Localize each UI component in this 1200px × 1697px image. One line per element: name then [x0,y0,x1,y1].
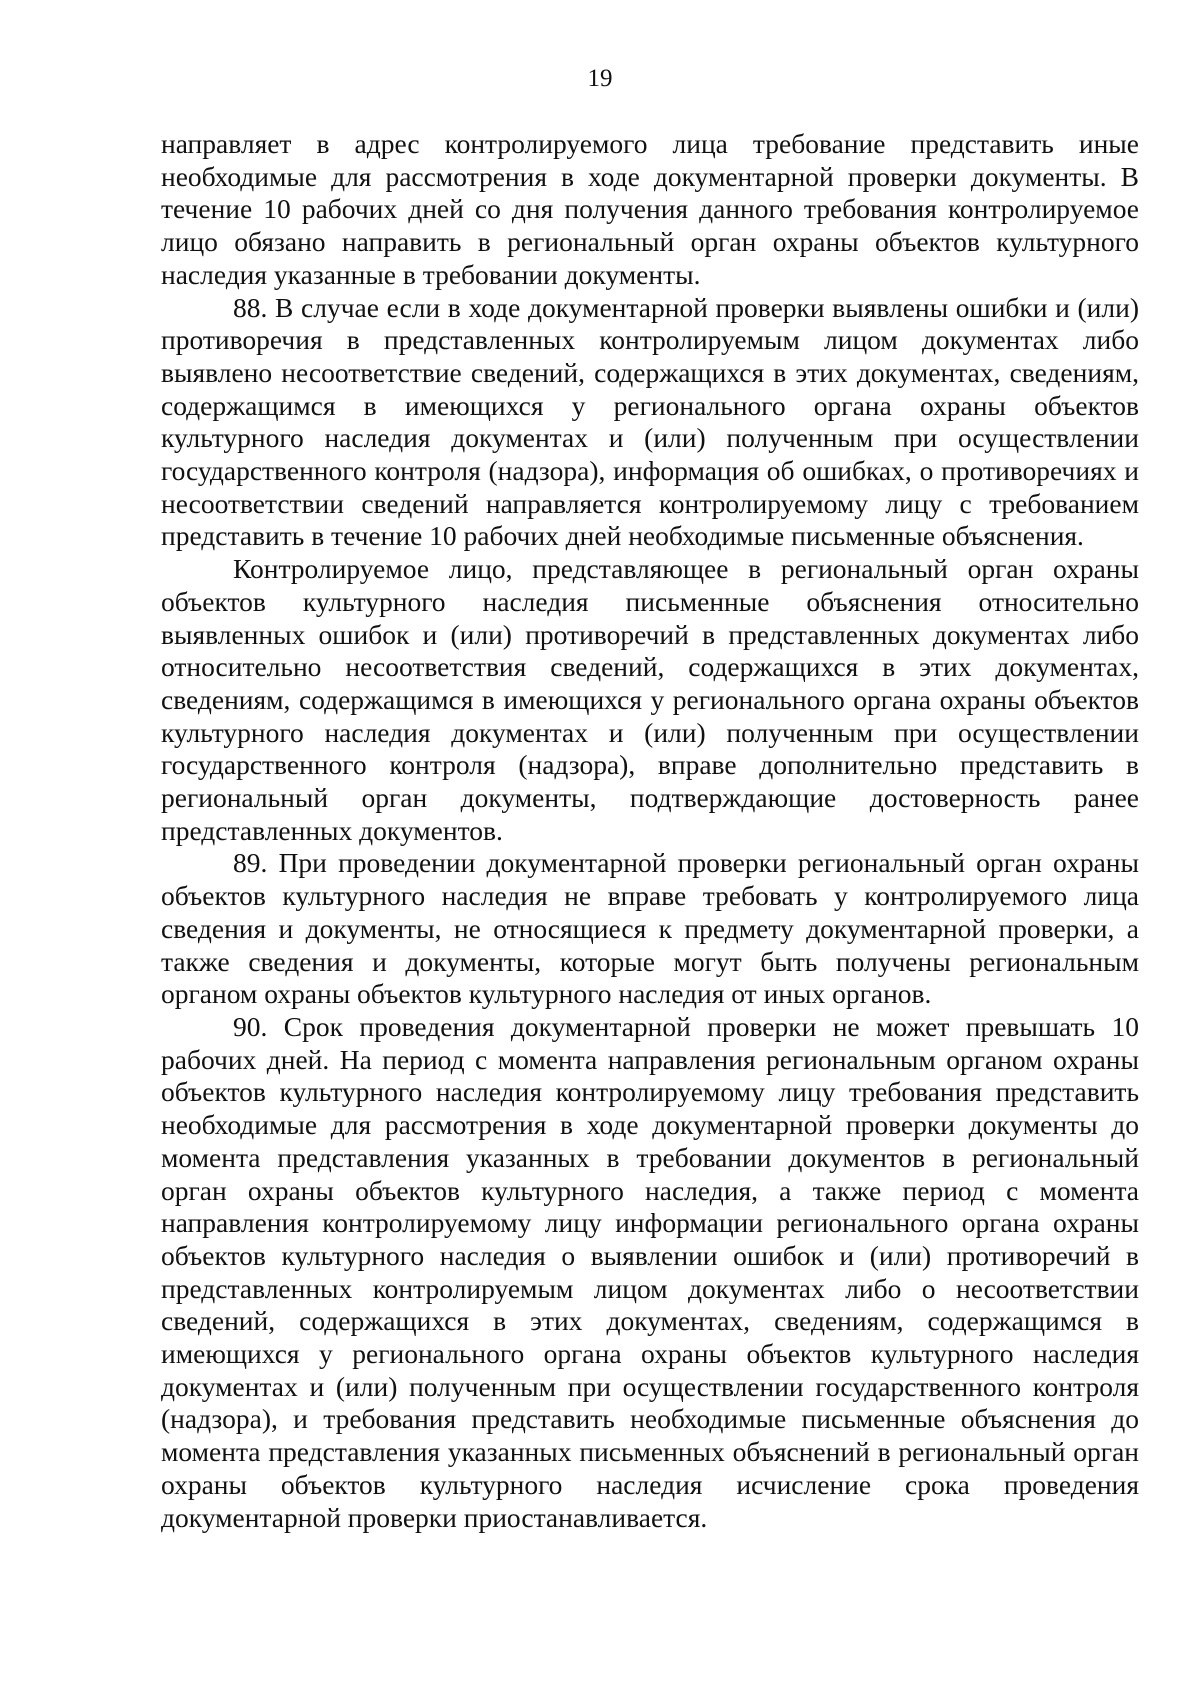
paragraph-continuation: направляет в адрес контролируемого лица требование представить иные необходимые для рассмотрения в ходе документарной проверки документы. В течение 10 рабочих дней со дня получения данного требования контролируемое лицо обязано направить в региональный орган охраны объектов культурного наследия указанные в требовании документы. [161,128,1139,290]
paragraph-90: 90. Срок проведения документарной проверки не может превышать 10 рабочих дней. На период с момента направления региональным органом охраны объектов культурного наследия контролируемому лицу требования представить необходимые для рассмотрения в ходе документарной проверки документы до момента представления указанных в требовании документов в региональный орган охраны объектов культурного наследия, а также период с момента направления контролируемому лицу информации регионального органа охраны объектов культурного наследия о выявлении ошибок и (или) противоречий в представленных контролируемым лицом документах либо о несоответствии сведений, содержащихся в этих документах, сведениям, содержащимся в имеющихся у регионального органа охраны объектов культурного наследия документах и (или) полученным при осуществлении государственного контроля (надзора), и требования представить необходимые письменные объяснения до момента представления указанных письменных объяснений в региональный орган охраны объектов культурного наследия исчисление срока проведения документарной проверки приостанавливается. [161,1010,1139,1533]
paragraph-88: 88. В случае если в ходе документарной проверки выявлены ошибки и (или) противоречия в представленных контролируемым лицом документах либо выявлено несоответствие сведений, содержащихся в этих документах, сведениям, содержащимся в имеющихся у регионального органа охраны объектов культурного наследия документах и (или) полученным при осуществлении государственного контроля (надзора), информация об ошибках, о противоречиях и несоответствии сведений направляется контролируемому лицу с требованием представить в течение 10 рабочих дней необходимые письменные объяснения. [161,291,1139,552]
document-body [161,128,1139,1534]
paragraph-89: 89. При проведении документарной проверки региональный орган охраны объектов культурного наследия не вправе требовать у контролируемого лица сведения и документы, не относящиеся к предмету документарной проверки, а также сведения и документы, которые могут быть получены региональным органом охраны объектов культурного наследия от иных органов. [161,847,1139,1010]
page-number: 19 [587,65,613,92]
paragraph-88-explanations: Контролируемое лицо, представляющее в региональный орган охраны объектов культурного наследия письменные объяснения относительно выявленных ошибок и (или) противоречий в представленных документах либо относительно несоответствия сведений, содержащихся в этих документах, сведениям, содержащимся в имеющихся у регионального органа охраны объектов культурного наследия документах и (или) полученным при осуществлении государственного контроля (надзора), вправе дополнительно представить в региональный орган документы, подтверждающие достоверность ранее представленных документов. [161,553,1139,846]
